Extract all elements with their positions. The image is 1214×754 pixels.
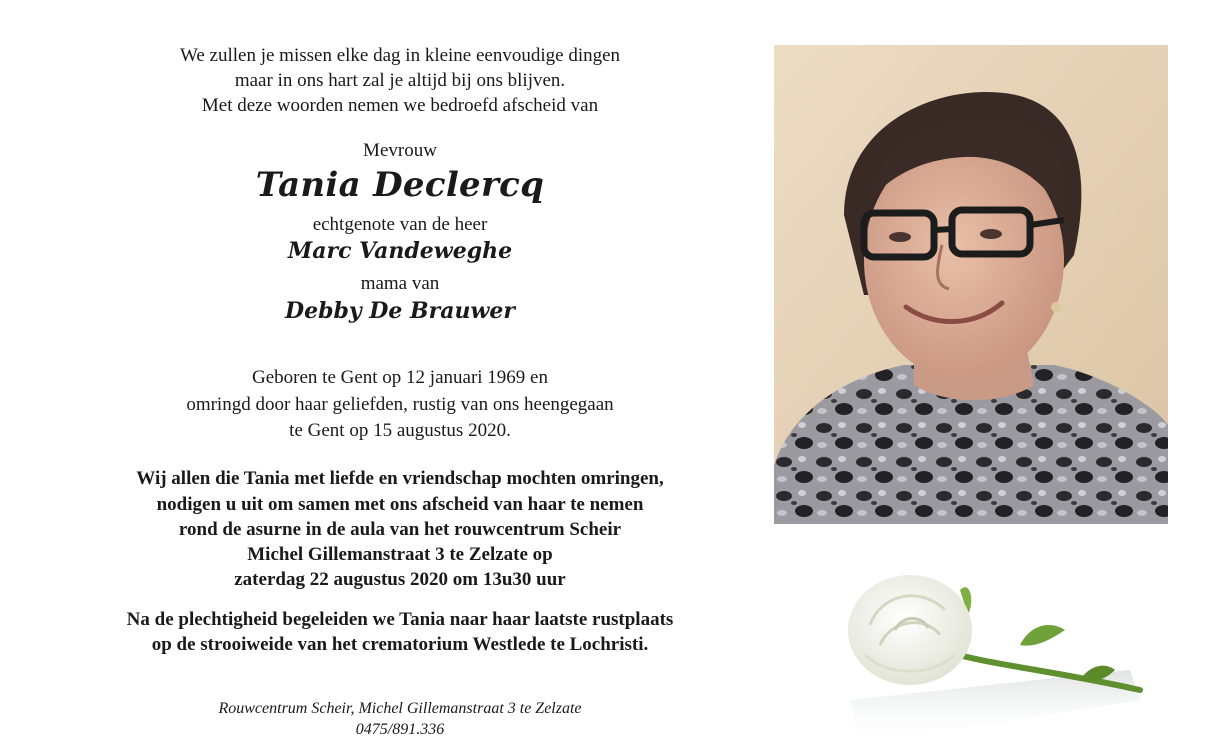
life-line-3: te Gent op 15 augustus 2020. <box>289 420 511 441</box>
footer-address: Rouwcentrum Scheir, Michel Gillemanstraat 3 te Zelzate <box>218 700 582 717</box>
invitation-line-5: zaterdag 22 augustus 2020 om 13u30 uur <box>234 569 566 590</box>
verse-line-2: maar in ons hart zal je altijd bij ons blijven. <box>234 70 566 91</box>
portrait-photo <box>774 45 1168 524</box>
invitation-line-2: nodigen u uit om samen met ons afscheid van haar te nemen <box>156 494 644 515</box>
life-line-2: omringd door haar geliefden, rustig van ons heengegaan <box>186 394 614 415</box>
burial-line-2: op de strooiweide van het crematorium Westlede te Lochristi. <box>151 634 649 655</box>
spouse-intro: echtgenote van de heer <box>312 214 488 235</box>
verse-line-3: Met deze woorden nemen we bedroefd afscheid van <box>201 95 599 116</box>
life-line-1: Geboren te Gent op 12 januari 1969 en <box>252 367 548 388</box>
invitation-line-1: Wij allen die Tania met liefde en vriendschap mochten omringen, <box>136 468 664 489</box>
invitation-line-4: Michel Gillemanstraat 3 te Zelzate op <box>247 544 553 565</box>
verse-line-1: We zullen je missen elke dag in kleine eenvoudige dingen <box>179 45 621 66</box>
footer-phone: 0475/891.336 <box>355 721 445 738</box>
portrait-illustration <box>774 45 1168 524</box>
invitation-line-3: rond de asurne in de aula van het rouwcentrum Scheir <box>178 519 622 540</box>
spouse-name: Marc Vandeweghe <box>287 238 513 264</box>
deceased-name: Tania Declercq <box>255 165 545 205</box>
child-name: Debby De Brauwer <box>285 298 515 324</box>
child-intro: mama van <box>360 273 440 294</box>
burial-line-1: Na de plechtigheid begeleiden we Tania naar haar laatste rustplaats <box>126 609 674 630</box>
honorific-title: Mevrouw <box>363 140 437 161</box>
white-rose-icon <box>830 570 1150 750</box>
